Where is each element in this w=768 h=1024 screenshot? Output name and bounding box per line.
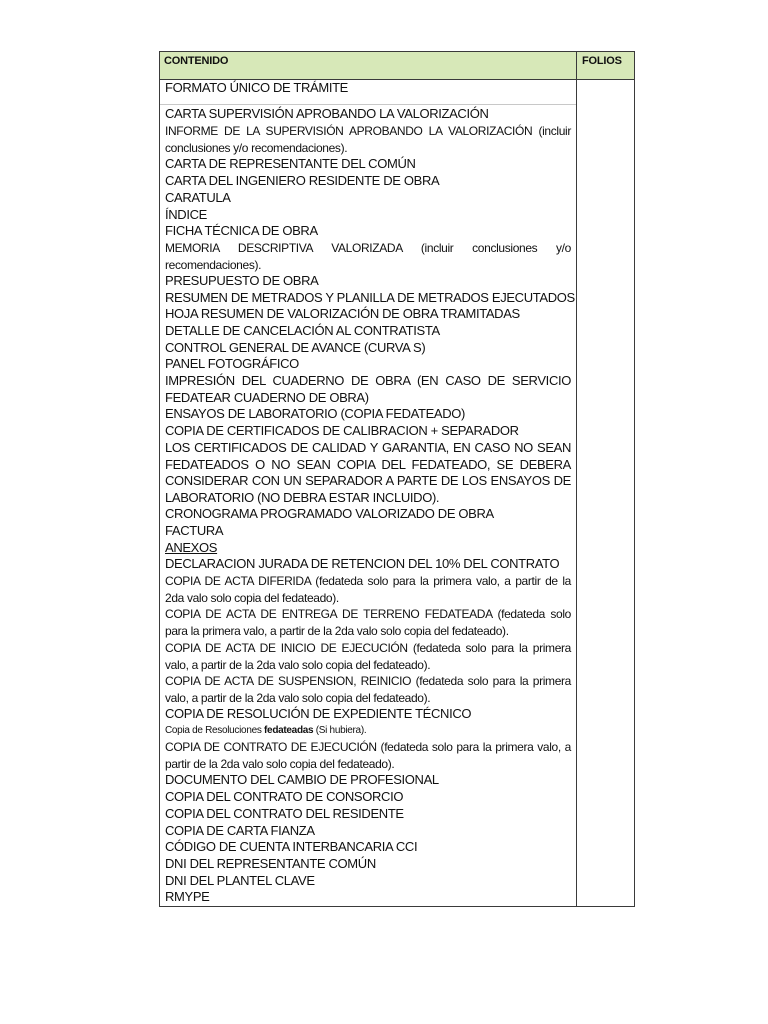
list-item: FICHA TÉCNICA DE OBRA [165,223,318,238]
list-item: DNI DEL PLANTEL CLAVE [165,873,315,888]
column-divider [576,52,577,906]
list-item: RESUMEN DE METRADOS Y PLANILLA DE METRADOS EJECUTADOS [165,290,575,305]
contents-table [159,51,635,907]
list-item: CRONOGRAMA PROGRAMADO VALORIZADO DE OBRA [165,506,494,521]
list-item: COPIA DE RESOLUCIÓN DE EXPEDIENTE TÉCNICO [165,706,472,721]
list-item: MEMORIA DESCRIPTIVA VALORIZADA (incluir conclusiones y/o recomendaciones). [165,241,571,272]
list-item: PANEL FOTOGRÁFICO [165,356,299,371]
list-item: ÍNDICE [165,207,207,222]
list-item: DOCUMENTO DEL CAMBIO DE PROFESIONAL [165,772,439,787]
list-item: CARTA SUPERVISIÓN APROBANDO LA VALORIZACIÓN [165,106,489,121]
list-item: CARTA DEL INGENIERO RESIDENTE DE OBRA [165,173,440,188]
list-item: CONTROL GENERAL DE AVANCE (CURVA S) [165,340,426,355]
header-contenido: CONTENIDO [164,55,229,67]
list-item: COPIA DE ACTA DE INICIO DE EJECUCIÓN (fedateda solo para la primera valo, a partir de la 2da valo solo copia del fedateado). [165,641,571,672]
list-item: ENSAYOS DE LABORATORIO (COPIA FEDATEADO) [165,406,465,421]
list-item: COPIA DE CARTA FIANZA [165,823,315,838]
list-item: IMPRESIÓN DEL CUADERNO DE OBRA (EN CASO DE SERVICIO FEDATEAR CUADERNO DE OBRA) [165,373,571,405]
header-folios: FOLIOS [582,55,622,67]
list-item: RMYPE [165,889,210,904]
list-item: INFORME DE LA SUPERVISIÓN APROBANDO LA VALORIZACIÓN (incluir conclusiones y/o recomendaciones). [165,124,571,155]
list-item: COPIA DEL CONTRATO DE CONSORCIO [165,789,404,804]
list-item: DNI DEL REPRESENTANTE COMÚN [165,856,376,871]
list-item: COPIA DE ACTA DE ENTREGA DE TERRENO FEDATEADA (fedateda solo para la primera valo, a partir de la 2da valo solo copia del fedateado). [165,607,571,638]
list-item: CARATULA [165,190,231,205]
list-item: COPIA DE CERTIFICADOS DE CALIBRACION + SEPARADOR [165,423,519,438]
list-item: LOS CERTIFICADOS DE CALIDAD Y GARANTIA, EN CASO NO SEAN FEDATEADOS O NO SEAN COPIA DEL FEDATEADO, SE DEBERA CONSIDERAR CON UN SEPARADOR A PARTE DE LOS ENSAYOS DE LABORATORIO (NO DEBRA ESTAR INCLUIDO). [165,440,571,505]
first-row-divider [160,104,576,105]
list-item: COPIA DE ACTA DE SUSPENSION, REINICIO (fedateda solo para la primera valo, a partir de la 2da valo solo copia del fedateado). [165,674,571,705]
list-item: Copia de Resoluciones fedateadas (Si hubiera). [165,725,367,736]
list-item: COPIA DEL CONTRATO DEL RESIDENTE [165,806,404,821]
list-item: CÓDIGO DE CUENTA INTERBANCARIA CCI [165,839,418,854]
list-item: FORMATO ÚNICO DE TRÁMITE [165,80,348,95]
list-item: DECLARACION JURADA DE RETENCION DEL 10% DEL CONTRATO [165,556,560,571]
list-item: PRESUPUESTO DE OBRA [165,273,319,288]
list-item: HOJA RESUMEN DE VALORIZACIÓN DE OBRA TRAMITADAS [165,306,520,321]
list-item: FACTURA [165,523,224,538]
list-item: COPIA DE ACTA DIFERIDA (fedateda solo para la primera valo, a partir de la 2da valo solo copia del fedateado). [165,574,571,605]
table-header-row [160,52,634,80]
list-item: COPIA DE CONTRATO DE EJECUCIÓN (fedateda solo para la primera valo, a partir de la 2da valo solo copia del fedateado). [165,740,571,771]
anexos-heading: ANEXOS [165,540,218,555]
list-item: DETALLE DE CANCELACIÓN AL CONTRATISTA [165,323,440,338]
list-item: CARTA DE REPRESENTANTE DEL COMÚN [165,156,416,171]
